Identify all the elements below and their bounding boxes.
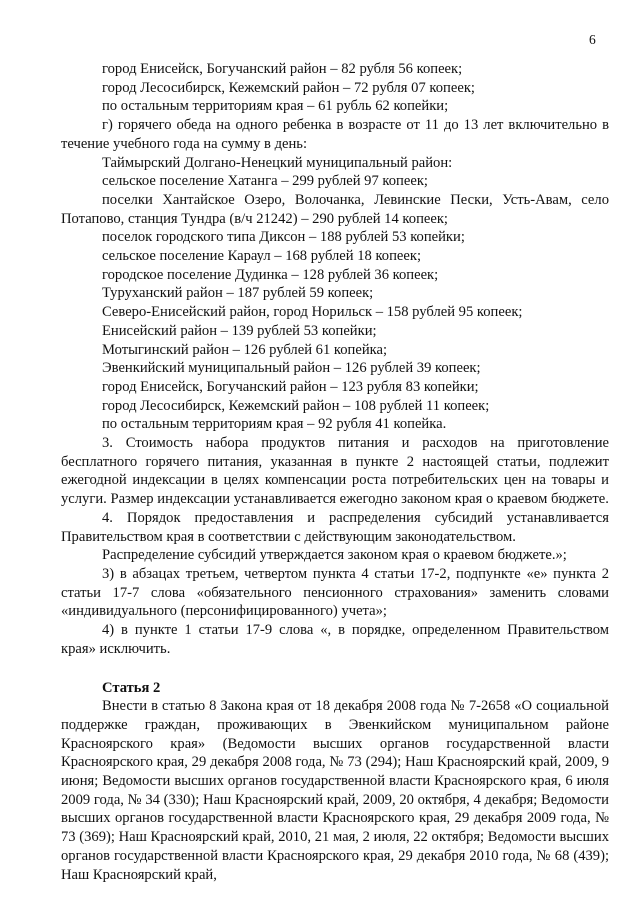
list-item: сельское поселение Караул – 168 рублей 18 копеек; <box>102 248 422 265</box>
clause-4-paragraph: 4. Порядок предоставления и распределения субсидий устанавливается Правительством края в соответствии с действующим законодательством. <box>61 509 609 545</box>
document-body <box>61 60 609 884</box>
amendment-3-paragraph: 3) в абзацах третьем, четвертом пункта 4 статьи 17-2, подпункте «е» пункта 2 статьи 17-7 слова «обязательного пенсионного страхования» заменить словами «индивидуального (персонифицированного) учета»; <box>61 565 609 620</box>
clause-3-paragraph: 3. Стоимость набора продуктов питания и расходов на приготовление бесплатного горячего питания, указанная в пункте 2 настоящей статьи, подлежит ежегодной индексации в целях компенсации роста потребительских цен на товары и услуги. Размер индексации устанавливается ежегодно законом края о краевом бюджете. <box>61 435 609 508</box>
list-item: Мотыгинский район – 126 рублей 61 копейка; <box>102 341 388 358</box>
article-2-heading: Статья 2 <box>102 679 161 696</box>
list-item: город Лесосибирск, Кежемский район – 72 рубля 07 копеек; <box>102 79 475 96</box>
list-item: Туруханский район – 187 рублей 59 копеек; <box>102 285 374 302</box>
list-item: поселки Хантайское Озеро, Волочанка, Левинские Пески, Усть-Авам, село Потапово, станция Тундра (в/ч 21242) – 290 рублей 14 копеек; <box>61 191 609 227</box>
list-item: городское поселение Дудинка – 128 рублей 36 копеек; <box>102 266 439 283</box>
list-item: город Енисейск, Богучанский район – 123 рубля 83 копейки; <box>102 378 479 395</box>
distribution-paragraph: Распределение субсидий утверждается законом края о краевом бюджете.»; <box>102 547 567 564</box>
list-item: город Енисейск, Богучанский район – 82 рубля 56 копеек; <box>102 61 463 77</box>
list-item: город Лесосибирск, Кежемский район – 108 рублей 11 копеек; <box>102 397 490 414</box>
amendment-4-paragraph: 4) в пункте 1 статьи 17-9 слова «, в порядке, определенном Правительством края» исключить. <box>61 622 609 657</box>
subpoint-paragraph: г) горячего обеда на одного ребенка в возрасте от 11 до 13 лет включительно в течение учебного года на сумму в день: <box>61 117 609 152</box>
page-number: 6 <box>589 32 596 47</box>
article-2-text: Внести в статью 8 Закона края от 18 декабря 2008 года № 7-2658 «О социальной поддержке граждан, проживающих в Эвенкийском муниципальном районе Красноярского края» (Ведомости высших органов государственной власти Красноярского края, 29 декабря 2008 года, № 73 (294); Наш Красноярский край, 2009, 9 июня; Ведомости высших органов государственной власти Красноярского края, 6 июля 2009 года, № 34 (330); Наш Красноярский край, 2009, 20 октября, 4 декабря; Ведомости высших органов государственной власти Красноярского края, 29 декабря 2009 года, № 73 (369); Наш Красноярский край, 2010, 21 мая, 2 июля, 22 октября; Ведомости высших органов государственной власти Красноярского края, 29 декабря 2010 года, № 68 (439); Наш Красноярский край, <box>61 698 609 883</box>
list-item: по остальным территориям края – 92 рубля 41 копейка. <box>102 416 447 433</box>
list-item: Енисейский район – 139 рублей 53 копейки; <box>102 322 377 339</box>
list-item: по остальным территориям края – 61 рубль 62 копейки; <box>102 98 449 115</box>
district-heading: Таймырский Долгано-Ненецкий муниципальный район: <box>102 154 453 171</box>
list-item: Северо-Енисейский район, город Норильск – 158 рублей 95 копеек; <box>102 304 523 321</box>
list-item: сельское поселение Хатанга – 299 рублей 97 копеек; <box>102 173 428 190</box>
list-item: Эвенкийский муниципальный район – 126 рублей 39 копеек; <box>102 360 481 377</box>
list-item: поселок городского типа Диксон – 188 рублей 53 копейки; <box>102 229 465 246</box>
